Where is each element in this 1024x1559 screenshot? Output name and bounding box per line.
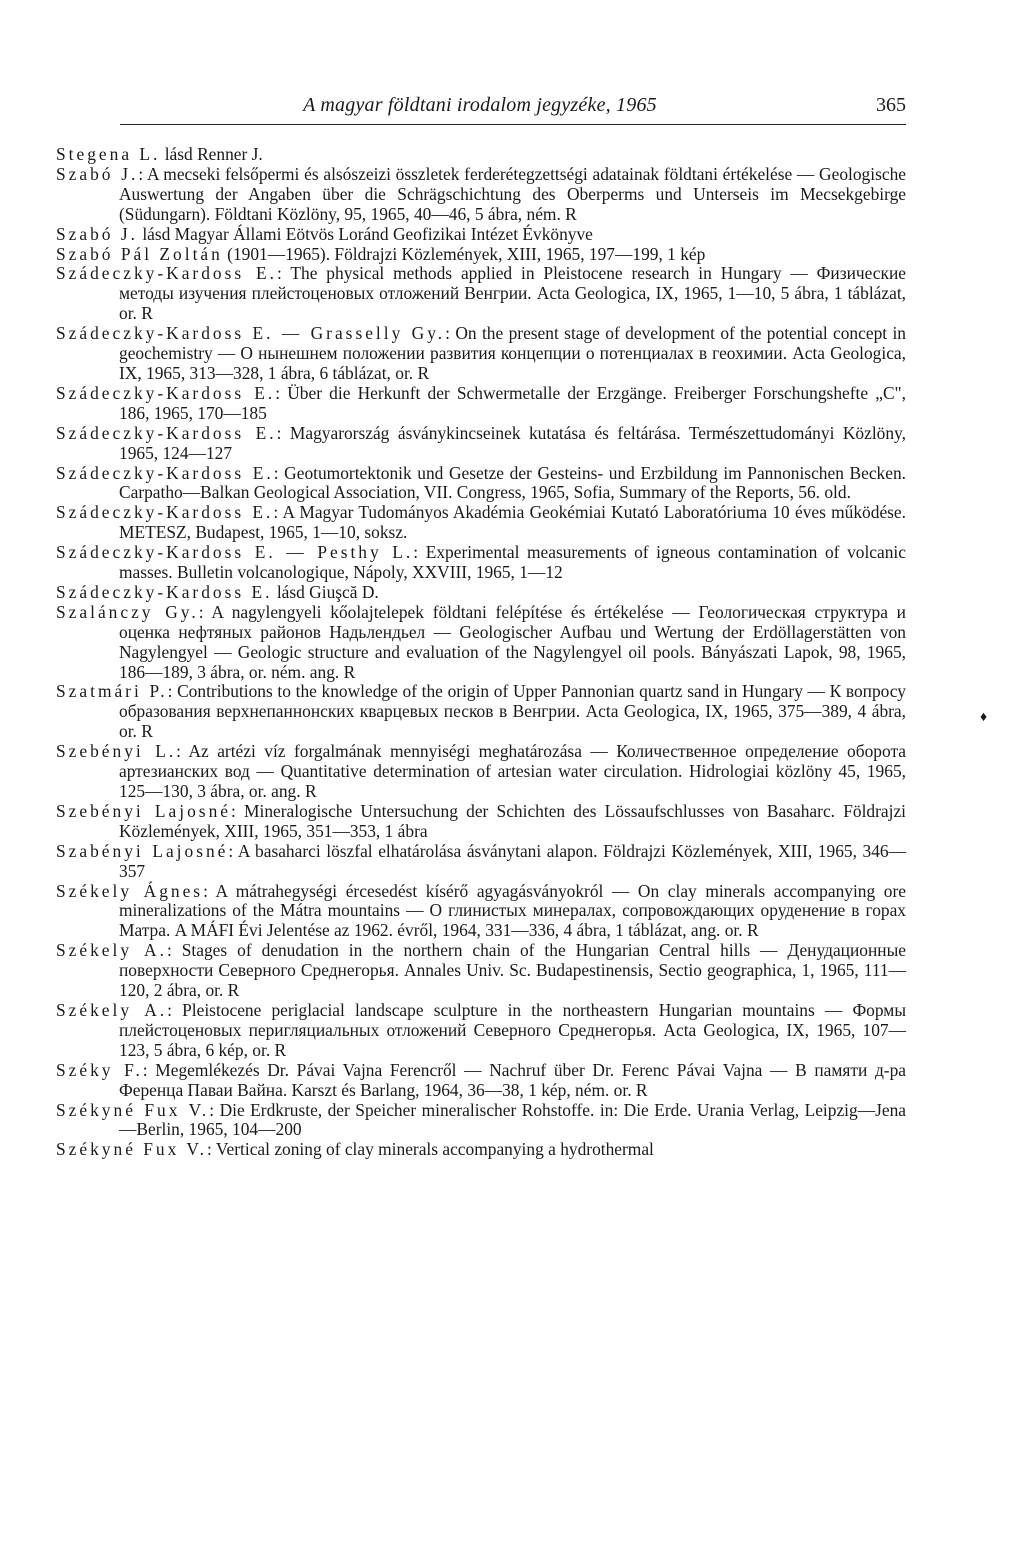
entry-text: lásd Renner J.: [160, 144, 263, 164]
entry-text: : Experimental measurements of igneous contamination of volcanic masses. Bulletin volcanologique, Nápoly, XXVIII, 1965, 1—12: [119, 542, 906, 583]
entry-author: Szádeczky-Kardoss E. — Pesthy L.: [56, 542, 414, 563]
bibliography-entry: [56, 1101, 906, 1141]
bibliography-entry: [56, 145, 906, 165]
bibliography-entry: [56, 324, 906, 384]
entry-author: Szebényi Lajosné: [56, 800, 231, 821]
entry-text: : The physical methods applied in Pleistocene research in Hungary — Физические методы изучения плейстоценовых отложений Венгрии. Acta Geologica, IX, 1965, 1—10, 5 ábra, 1 táblázat, or. R: [119, 263, 906, 324]
bibliography-entry: [56, 802, 906, 842]
bibliography-entry: [56, 464, 906, 504]
entry-text: : Magyarország ásványkincseinek kutatása és feltárása. Természettudományi Közlöny, 1965, 124—127: [119, 422, 906, 463]
entry-author: Szádeczky-Kardoss E.: [56, 263, 277, 284]
bibliography-entry: [56, 503, 906, 543]
entry-text: : A basaharci löszfal elhatárolása ásványtani alapon. Földrajzi Közlemények, XIII, 1965, 346—357: [119, 840, 906, 881]
entry-author: Szabó J.: [56, 223, 138, 244]
entry-author: Székely Ágnes: [56, 880, 204, 901]
bibliography-entry: [56, 384, 906, 424]
entry-text: lásd Magyar Állami Eötvös Loránd Geofizikai Intézet Évkönyve: [137, 223, 593, 244]
bibliography-entry: [56, 941, 906, 1001]
entry-author: Stegena L.: [56, 144, 161, 164]
entry-text: : Die Erdkruste, der Speicher mineralischer Rohstoffe. in: Die Erde. Urania Verlag, Leipzig—Jena—Berlin, 1965, 104—200: [119, 1099, 906, 1140]
entry-text: : A mecseki felsőpermi és alsószeizi összletek ferderétegzettségi adatainak földtani értékelése — Geologische Auswertung der Angaben über die Schrägschichtung des Oberperms und Unterseis im Mecsekgebirge (Südungarn). Földtani Közlöny, 95, 1965, 40—46, 5 ábra, ném. R: [119, 163, 906, 224]
entry-text: : A nagylengyeli kőolajtelepek földtani felépítése és értékelése — Геологическая структура и оценка нефтяных районов Надьлендьел — Geologischer Aufbau und Wertung der Erdöllagerstätten von Nagylengyel — Geologic structure and evaluation of the Nagylengyel oil pools. Bányászati Lapok, 98, 1965, 186—189, 3 ábra, or. ném. ang. R: [119, 601, 906, 682]
entry-text: : Az artézi víz forgalmának mennyiségi meghatározása — Количественное определение оборота артезианских вод — Quantitative determination of artesian water circulation. Hidrologiai közlöny 45, 1965, 125—130, 3 ábra, or. ang. R: [119, 741, 906, 801]
entry-author: Szádeczky-Kardoss E.: [56, 462, 274, 483]
bibliography-entry: [56, 842, 906, 882]
entry-author: Szalánczy Gy.: [56, 601, 199, 622]
entry-text: : A mátrahegységi ércesedést kísérő agyagásványokról — On clay minerals accompanying ore mineralizations of the Mátra mountains — О глинистых минералах, сопровождающих оруденение в горах Матра. A MÁFI Évi Jelentése az 1962. évről, 1964, 331—336, 4 ábra, 1 táblázat, ang. or. R: [119, 880, 906, 941]
entry-author: Szádeczky-Kardoss E.: [56, 382, 276, 403]
bibliography-entry: [56, 603, 906, 683]
bibliography-entry: [56, 543, 906, 583]
bibliography-entry: [56, 1061, 906, 1101]
bibliography-entry: [56, 165, 906, 225]
entry-author: Székyné Fux V.: [56, 1099, 210, 1120]
entry-author: Szádeczky-Kardoss E.: [56, 502, 274, 523]
entry-author: Széky F.: [56, 1059, 143, 1080]
entry-author: Szádeczky-Kardoss E.: [56, 581, 273, 602]
entry-author: Szabényi Lajosné: [56, 840, 229, 861]
entry-author: Szabó Pál Zoltán: [56, 243, 223, 264]
entry-text: : Megemlékezés Dr. Pávai Vajna Ferencről — Nachruf über Dr. Ferenc Pávai Vajna — В памяти д-ра Ференца Паваи Вайна. Karszt és Barlang, 1964, 36—38, 1 kép, ném. or. R: [119, 1059, 906, 1100]
entry-text: : A Magyar Tudományos Akadémia Geokémiai Kutató Laboratóriuma 10 éves működése. METESZ, Budapest, 1965, 1—10, soksz.: [119, 502, 906, 543]
entry-text: : Contributions to the knowledge of the origin of Upper Pannonian quartz sand in Hungary — К вопросу образования верхнепаннонских кварцевых песков в Венгрии. Acta Geologica, IX, 1965, 375—389, 4 ábra, or. R: [119, 681, 906, 742]
entry-author: Szádeczky-Kardoss E.: [56, 422, 277, 443]
entry-text: lásd Giuşcă D.: [272, 581, 379, 602]
entry-text: : Über die Herkunft der Schwermetalle der Erzgänge. Freiberger Forschungshefte „C", 186, 1965, 170—185: [119, 382, 906, 423]
bibliography-entry: [56, 882, 906, 942]
bibliography-entry: [56, 742, 906, 802]
entry-author: Székyné Fux V.: [56, 1139, 208, 1160]
entry-text: : Stages of denudation in the northern chain of the Hungarian Central hills — Денудационные поверхности Северного Среднегорья. Annales Univ. Sc. Budapestinensis, Sectio geographica, 1, 1965, 111—120, 2 ábra, or. R: [119, 940, 906, 1001]
entry-author: Szabó J.: [56, 163, 139, 184]
entry-text: (1901—1965). Földrajzi Közlemények, XIII, 1965, 197—199, 1 kép: [222, 243, 706, 264]
entry-author: Szatmári P.: [56, 681, 168, 702]
bibliography-entry: [56, 245, 906, 265]
bibliography-entry: [56, 1140, 906, 1160]
page-number: 365: [876, 94, 906, 116]
bibliography-entry: [56, 1001, 906, 1061]
entry-text: : Geotumortektonik und Gesetze der Gesteins- und Erzbildung im Pannonischen Becken. Carpatho—Balkan Geological Association, VII. Congress, 1965, Sofia, Summary of the Reports, 56. old.: [119, 462, 906, 503]
bibliography-list: [56, 145, 906, 1160]
entry-text: : Mineralogische Untersuchung der Schichten des Lössaufschlusses von Basaharc. Földrajzi Közlemények, XIII, 1965, 351—353, 1 ábra: [119, 800, 906, 841]
entry-text: : Vertical zoning of clay minerals accompanying a hydrothermal: [207, 1139, 654, 1160]
entry-author: Szádeczky-Kardoss E. — Grasselly Gy.: [56, 323, 446, 344]
entry-author: Székely A.: [56, 940, 167, 961]
running-title: A magyar földtani irodalom jegyzéke, 1965: [303, 94, 657, 116]
bibliography-entry: [56, 682, 906, 742]
running-header: [120, 88, 906, 125]
bibliography-entry: [56, 583, 906, 603]
entry-text: : Pleistocene periglacial landscape sculpture in the northeastern Hungarian mountains — Формы плейстоценовых перигляциальных отложений Северного Среднегорья. Acta Geologica, IX, 1965, 107—123, 5 ábra, 6 kép, or. R: [119, 999, 906, 1060]
bibliography-entry: [56, 424, 906, 464]
margin-mark: ♦: [980, 710, 988, 725]
bibliography-entry: [56, 225, 906, 245]
entry-author: Székely A.: [56, 999, 168, 1020]
entry-author: Szebényi L.: [56, 741, 177, 762]
bibliography-entry: [56, 264, 906, 324]
entry-text: : On the present stage of development of the potential concept in geochemistry — О нынешнем положении развития концепции о потенциалах в геохимии. Acta Geologica, IX, 1965, 313—328, 1 ábra, 6 táblázat, or. R: [119, 323, 906, 383]
